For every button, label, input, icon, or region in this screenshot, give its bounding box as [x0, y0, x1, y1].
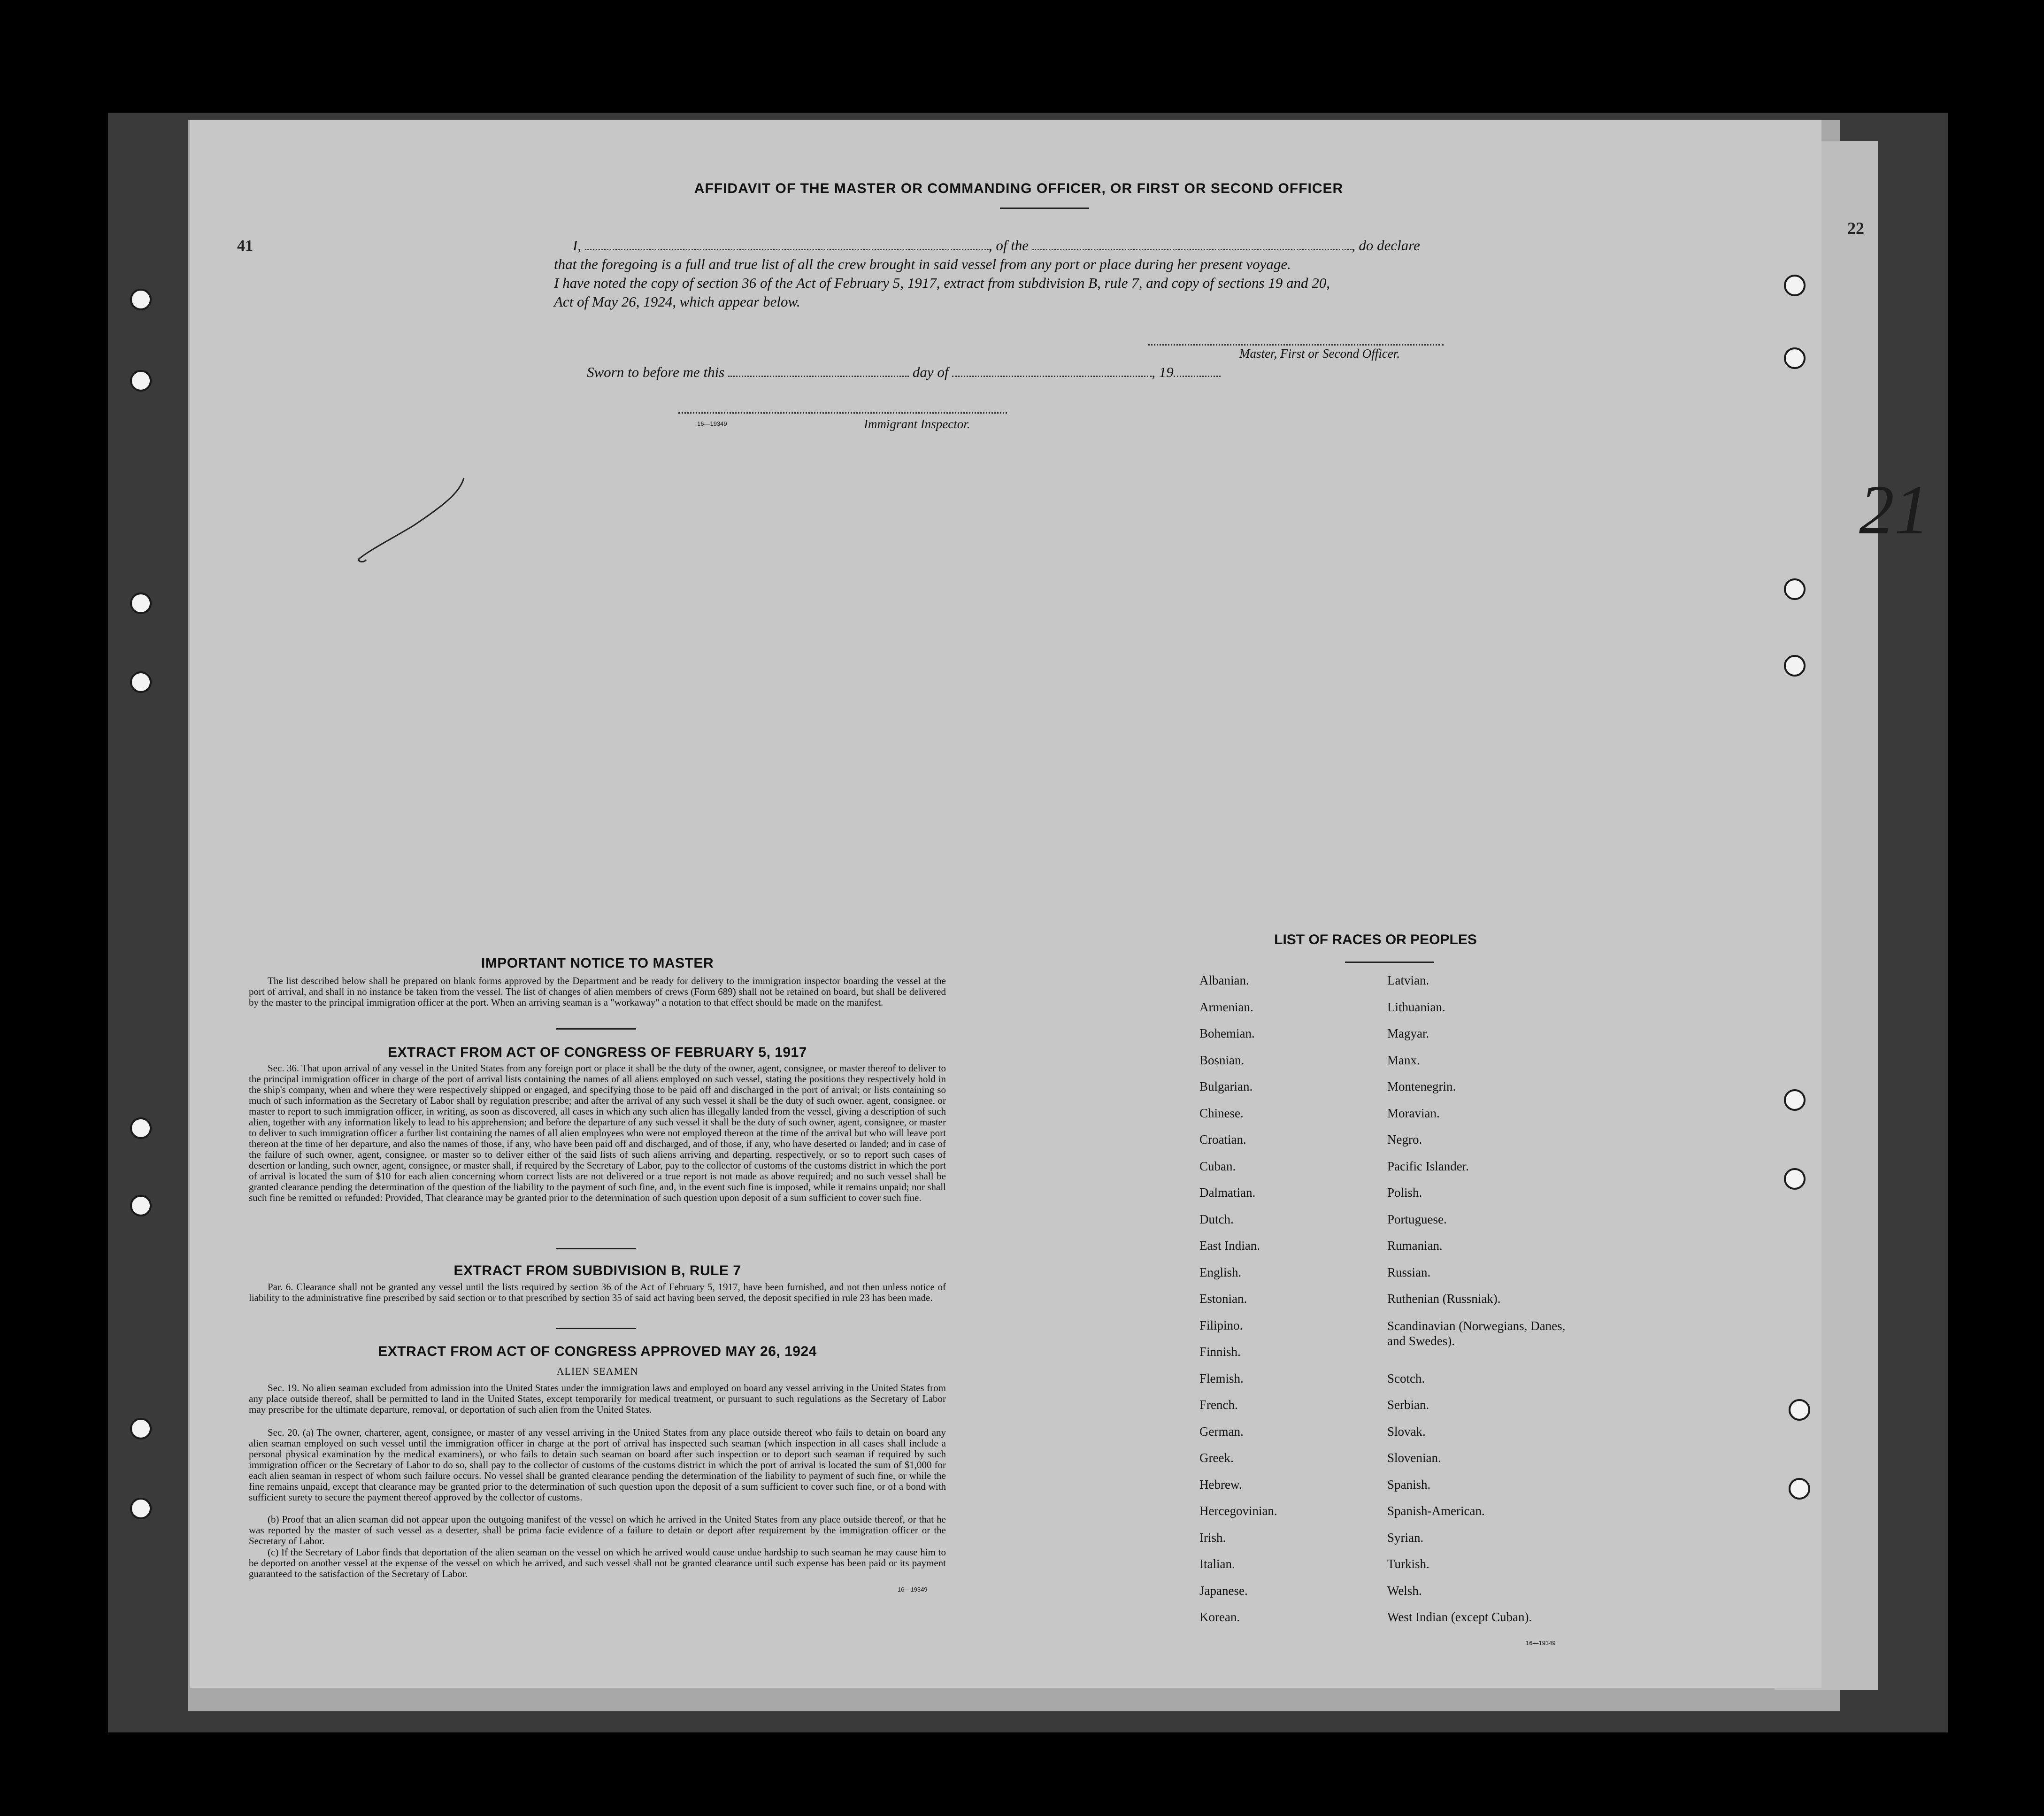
races-right-column — [1387, 973, 1566, 1637]
extract-1917-text — [249, 1063, 946, 1203]
race-item: Japanese. — [1199, 1583, 1248, 1598]
sworn-year-blank — [1174, 365, 1221, 377]
race-item: Polish. — [1387, 1185, 1422, 1200]
race-item: Rumanian. — [1387, 1239, 1443, 1253]
race-item: Irish. — [1199, 1530, 1226, 1545]
form-code-bottom-left: 16—19349 — [898, 1586, 928, 1593]
binder-hole — [1784, 347, 1806, 369]
race-item: Finnish. — [1199, 1345, 1241, 1359]
race-item: Korean. — [1199, 1610, 1240, 1624]
race-item: Syrian. — [1387, 1530, 1424, 1545]
alien-seamen-subtitle: ALIEN SEAMEN — [556, 1365, 638, 1377]
bleed-mark-margin: 21 — [1859, 471, 1929, 549]
binder-hole — [130, 370, 152, 392]
race-item: Hercegovinian. — [1199, 1504, 1277, 1518]
section-rule — [556, 1248, 636, 1249]
race-item: Dutch. — [1199, 1212, 1234, 1226]
sec20a-body: Sec. 20. (a) The owner, charterer, agent, consignee, or master of any vessel arriving in the United States from any place outside thereof who fails to detain on board any alien seaman employed on such vessel until the immigration officer in charge at the port of arrival has inspected such seaman (which inspection in all cases shall include a personal physical examination by the medical examiners), or who fails to detain such seaman on board after such inspection or to deport such seaman if required by such immigration officer or the Secretary of Labor to do so, shall pay to the collector of customs of the customs district in which the port of arrival is located the sum of $1,000 for each alien seaman in respect of whom such failure occurs. No vessel shall be granted clearance pending the determination of the liability to payment of such fine, or while the fine remains unpaid, except that clearance may be granted prior to the determination of such question upon the deposit of a sum sufficient to cover such fine, or of a bond with sufficient surety to secure the payment thereof approved by the collector of customs. — [249, 1427, 946, 1503]
race-item: Bosnian. — [1199, 1053, 1245, 1067]
race-item: Chinese. — [1199, 1106, 1244, 1120]
race-item: Moravian. — [1387, 1106, 1440, 1120]
vessel-blank — [1032, 239, 1352, 250]
binder-hole — [1789, 1399, 1810, 1421]
binder-hole — [130, 289, 152, 310]
race-item: Russian. — [1387, 1265, 1431, 1279]
race-item: Spanish. — [1387, 1477, 1431, 1492]
sec19-body: Sec. 19. No alien seaman excluded from admission into the United States under the immigration laws and employed on board any vessel arriving in the United States from any place outside thereof, shall be permitted to land in the United States, except temporarily for medical treatment, or pursuant to such regulations as the Secretary of Labor may prescribe for the ultimate departure, removal, or deportation of such alien from the United States. — [249, 1382, 946, 1415]
race-item: Slovenian. — [1387, 1451, 1441, 1465]
master-signature-line — [1148, 344, 1444, 346]
race-item: Pacific Islander. — [1387, 1159, 1469, 1173]
race-item: Estonian. — [1199, 1292, 1247, 1306]
race-item: Welsh. — [1387, 1583, 1422, 1598]
race-item: Scandinavian (Norwegians, Danes, and Swedes). — [1387, 1318, 1566, 1348]
extract-rule7-text — [249, 1282, 946, 1303]
race-item: Armenian. — [1199, 1000, 1253, 1014]
race-item: Flemish. — [1199, 1371, 1244, 1385]
sec20b-body: (b) Proof that an alien seaman did not appear upon the outgoing manifest of the vessel on which he arrived in the United States from any place outside thereof, or that he was reported by the master of such vessel as a deserter, shall be prima facie evidence of a failure to detain or deport after requirement by the immigration officer or the Secretary of Labor. — [249, 1514, 946, 1547]
race-item: Negro. — [1387, 1132, 1422, 1147]
races-left-column — [1199, 973, 1277, 1637]
name-blank — [585, 239, 989, 250]
notice-body: The list described below shall be prepared on blank forms approved by the Department and be ready for delivery to the immigration inspector boarding the vessel at the port of arrival, and shall in no instance be taken from the vessel. The list of changes of alien members of crews (Form 689) shall not be retained on board, but shall be delivered by the master to the principal immigration officer at the port. When an arriving seaman is a "workaway" a notation to that effect should be made on the manifest. — [249, 975, 946, 1008]
race-item: East Indian. — [1199, 1239, 1260, 1253]
race-item: Hebrew. — [1199, 1477, 1242, 1492]
inspector-signature-line — [678, 412, 1007, 414]
race-item: Montenegrin. — [1387, 1079, 1456, 1093]
race-item: Serbian. — [1387, 1398, 1429, 1412]
race-item: Ruthenian (Russniak). — [1387, 1292, 1501, 1306]
binder-hole — [1784, 1168, 1806, 1190]
sworn-month-blank — [952, 365, 1152, 377]
race-item: West Indian (except Cuban). — [1387, 1610, 1532, 1624]
race-item: Filipino. — [1199, 1318, 1243, 1332]
race-item: Magyar. — [1387, 1026, 1429, 1040]
binder-hole — [130, 593, 152, 614]
binder-hole — [130, 1498, 152, 1519]
form-code-races: 16—19349 — [1526, 1639, 1556, 1647]
affidavit-line-4: Act of May 26, 1924, which appear below. — [554, 293, 800, 310]
race-item: Cuban. — [1199, 1159, 1236, 1173]
affidavit-declare: , do declare — [1351, 237, 1420, 254]
race-item: Italian. — [1199, 1557, 1235, 1571]
affidavit-line-1 — [554, 237, 1420, 254]
bleed-mark-left: 41 — [237, 237, 253, 254]
race-item: Turkish. — [1387, 1557, 1429, 1571]
section-rule — [556, 1328, 636, 1329]
title-rule — [1000, 208, 1089, 209]
race-item: Manx. — [1387, 1053, 1420, 1067]
binder-hole — [1784, 1089, 1806, 1111]
race-item: English. — [1199, 1265, 1242, 1279]
binder-hole — [1784, 578, 1806, 600]
pen-stroke — [347, 474, 469, 568]
race-item: Lithuanian. — [1387, 1000, 1445, 1014]
extract-rule7-title: EXTRACT FROM SUBDIVISION B, RULE 7 — [453, 1263, 741, 1278]
race-item: French. — [1199, 1398, 1238, 1412]
races-rule — [1345, 962, 1434, 963]
sworn-label: Sworn to before me this — [587, 364, 725, 380]
binder-hole — [1784, 275, 1806, 296]
sec20c-body: (c) If the Secretary of Labor finds that deportation of the alien seaman on the vessel on which he arrived would cause undue hardship to such seaman he may cause him to be deported on another vessel at the expense of the vessel on which he arrived, and such vessel shall not be granted clearance until such expense has been paid or its payment guaranteed to the satisfaction of the Secretary of Labor. — [249, 1547, 946, 1579]
sworn-line — [587, 364, 1221, 381]
notice-title: IMPORTANT NOTICE TO MASTER — [481, 955, 714, 971]
binder-hole — [130, 671, 152, 693]
binder-hole — [130, 1195, 152, 1216]
race-item: Latvian. — [1387, 973, 1429, 987]
race-item: Dalmatian. — [1199, 1185, 1256, 1200]
affidavit-line-2: that the foregoing is a full and true list of all the crew brought in said vessel from any port or place during her present voyage. — [554, 256, 1291, 272]
affidavit-of-the: , of the — [988, 237, 1029, 254]
bleed-mark-top-right: 22 — [1847, 219, 1864, 238]
race-item: Albanian. — [1199, 973, 1249, 987]
sec19-text — [249, 1383, 946, 1415]
form-code-top: 16—19349 — [697, 420, 727, 427]
binder-hole — [1784, 655, 1806, 677]
notice-text — [249, 976, 946, 1008]
sec20c-text — [249, 1547, 946, 1579]
binder-hole — [1789, 1478, 1810, 1500]
affidavit-line-3: I have noted the copy of section 36 of the Act of February 5, 1917, extract from subdivision B, rule 7, and copy of sections 19 and 20, — [554, 275, 1330, 291]
extract-1917-body: Sec. 36. That upon arrival of any vessel in the United States from any foreign port or place it shall be the duty of the owner, agent, consignee, or master thereof to deliver to the principal immigration officer in charge of the port of arrival lists containing the names of all aliens employed on such vessel, stating the positions they respectively hold in the ship's company, when and where they were respectively shipped or engaged, and specifying those to be paid off and discharged in the port of arrival; or lists containing so much of such information as the Secretary of Labor shall by regulation prescribe; and after the arrival of any such vessel it shall be the duty of such owner, agent, consignee, or master to report to such immigration officer, in writing, as soon as discovered, all cases in which any such alien has illegally landed from the vessel, giving a description of such alien, together with any information likely to lead to his apprehension; and before the departure of any such vessel it shall be the duty of such owner, agent, consignee, or master to deliver to such immigration officer a further list containing the names of all alien employees who were not employed thereon at the time of the arrival but who will leave port thereon at the time of her departure, and also the names of those, if any, who have been paid off and discharged, and of those, if any, who have deserted or landed; and in case of the failure of such owner, agent, consignee, or master so to deliver either of the said lists of such aliens arriving and departing, respectively, or so to report such cases of desertion or landing, such owner, agent, consignee, or master shall, if required by the Secretary of Labor, pay to the collector of customs of the customs district in which the port of arrival is located the sum of $10 for each alien concerning whom correct lists are not delivered or a true report is not made as above required; and no such vessel shall be granted clearance pending the determination of the question of the liability to the payment of such fine, and, in the event such fine is imposed, while it remains unpaid; nor shall such fine be remitted or refunded: Provided, That clearance may be granted prior to the determination of such question upon deposit of a sum sufficient to cover such fine. — [249, 1062, 946, 1203]
sec20a-text — [249, 1427, 946, 1503]
race-item: Slovak. — [1387, 1424, 1426, 1439]
binder-hole — [130, 1418, 152, 1439]
affidavit-title: AFFIDAVIT OF THE MASTER OR COMMANDING OFFICER, OR FIRST OR SECOND OFFICER — [694, 181, 1344, 196]
binder-hole — [130, 1117, 152, 1139]
race-item: Greek. — [1199, 1451, 1234, 1465]
race-item: Bohemian. — [1199, 1026, 1255, 1040]
races-title: LIST OF RACES OR PEOPLES — [1274, 932, 1477, 947]
sec20b-text — [249, 1514, 946, 1547]
race-item: Spanish-American. — [1387, 1504, 1485, 1518]
inspector-caption: Immigrant Inspector. — [864, 417, 970, 431]
section-rule — [556, 1028, 636, 1030]
race-item: Scotch. — [1387, 1371, 1425, 1385]
race-item: Portuguese. — [1387, 1212, 1447, 1226]
sworn-year: , 19 — [1152, 364, 1174, 380]
extract-1924-title: EXTRACT FROM ACT OF CONGRESS APPROVED MAY 26, 1924 — [378, 1344, 817, 1359]
race-item: Bulgarian. — [1199, 1079, 1253, 1093]
sworn-day-of: day of — [912, 364, 949, 380]
sworn-day-blank — [728, 365, 909, 377]
race-item: Croatian. — [1199, 1132, 1246, 1147]
affidavit-i: I, — [573, 237, 582, 254]
master-caption: Master, First or Second Officer. — [1239, 346, 1400, 361]
extract-1917-title: EXTRACT FROM ACT OF CONGRESS OF FEBRUARY 5, 1917 — [388, 1045, 807, 1060]
race-item: German. — [1199, 1424, 1244, 1439]
extract-rule7-body: Par. 6. Clearance shall not be granted any vessel until the lists required by section 36 of the Act of February 5, 1917, have been furnished, and not then unless notice of liability to the administrative fine prescribed by said section or to that prescribed by section 35 of said act having been served, the deposit specified in rule 23 has been made. — [249, 1281, 946, 1303]
